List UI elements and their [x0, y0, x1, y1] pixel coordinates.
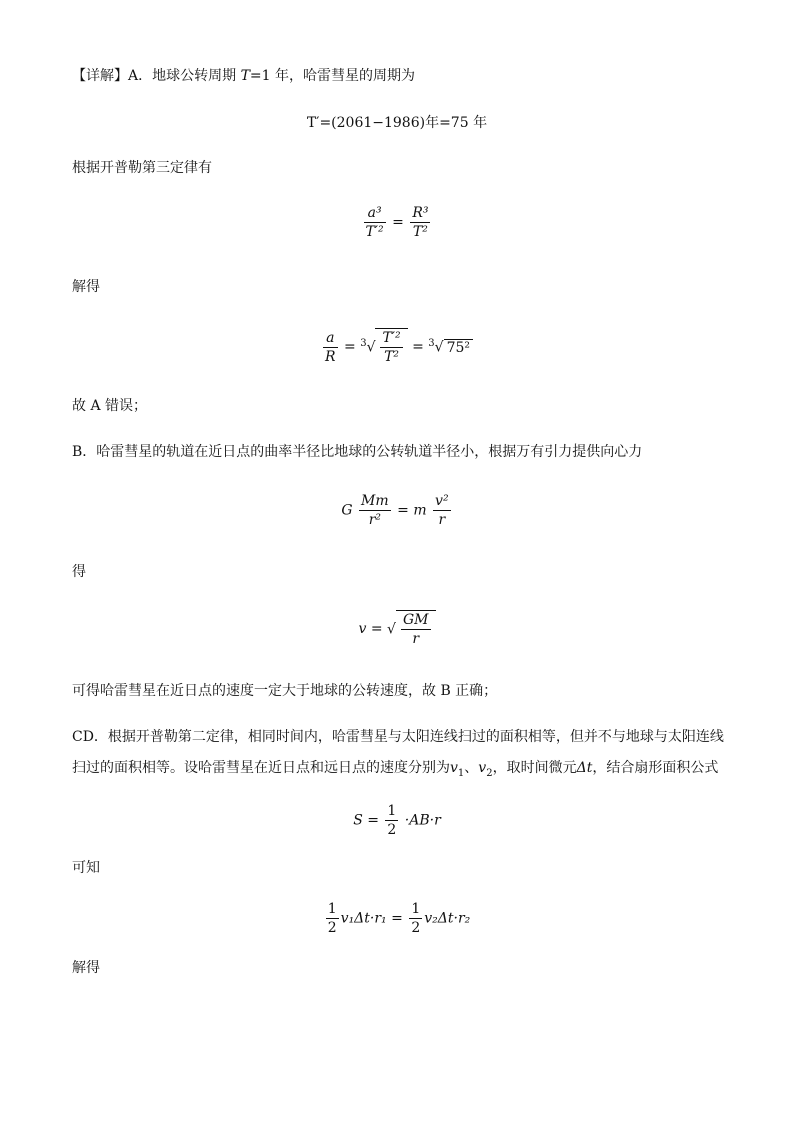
paragraph-CD-line1: CD．根据开普勒第二定律，相同时间内，哈雷彗星与太阳连线扫过的面积相等，但并不与地球与太阳连线 — [72, 729, 724, 745]
equation-kepler-third — [0, 204, 794, 241]
fraction-left — [364, 204, 386, 241]
paragraph-CD-line2: 扫过的面积相等。设哈雷彗星在近日点和远日点的速度分别为$v_1$、$v_2$，取时间微元Δt，结合扇形面积公式 — [72, 760, 719, 779]
cube-root-fraction: $^3$√ $\frac{\text{T′²}}{\text{T²}}$ — [360, 328, 407, 366]
denominator: 2 — [327, 920, 337, 936]
numerator: T′² — [382, 330, 401, 346]
numerator: 1 — [327, 901, 337, 917]
text-fragment: ，结合扇形面积公式 — [592, 760, 719, 776]
equals-sign: = — [367, 812, 379, 829]
equation-velocity — [0, 610, 794, 648]
numerator: a³ — [364, 204, 386, 223]
paragraph-kepler-third: 根据开普勒第三定律有 — [72, 160, 212, 176]
numerator: a — [323, 329, 338, 348]
denominator: r — [438, 512, 446, 528]
symbol-v: v — [358, 621, 367, 637]
paragraph-B: B．哈雷彗星的轨道在近日点的曲率半径比地球的公转轨道半径小，根据万有引力提供向心力 — [72, 444, 643, 460]
paragraph-get: 得 — [72, 564, 86, 580]
numerator: R³ — [412, 205, 429, 221]
equation-ratio — [0, 328, 794, 366]
separator: 、 — [464, 760, 479, 776]
paragraph-detail-A — [72, 66, 415, 86]
equals-sign: = — [397, 502, 409, 519]
right-term: v₂Δt·r₂ — [424, 910, 471, 927]
paragraph-know: 可知 — [72, 860, 100, 876]
arc-times-r: ·AB·r — [404, 812, 441, 829]
fraction-v2-r — [433, 492, 451, 529]
equals-sign: = — [344, 339, 356, 355]
numerator: 1 — [387, 803, 397, 819]
paragraph-solve-1: 解得 — [72, 279, 100, 295]
denominator: T² — [384, 349, 400, 365]
detail-tag: 【详解】 — [72, 68, 128, 84]
fraction-a-over-R — [323, 329, 338, 366]
numerator: v² — [435, 493, 449, 509]
symbol-v2: v — [478, 760, 487, 776]
equation-sector-area — [0, 802, 794, 839]
numerator: 1 — [411, 901, 421, 917]
equation-area-equal — [0, 900, 794, 937]
text-fragment: 扫过的面积相等。设哈雷彗星在近日点和远日点的速度分别为 — [72, 760, 450, 776]
paragraph-B-correct: 可得哈雷彗星在近日点的速度一定大于地球的公转速度，故 B 正确； — [72, 683, 498, 699]
fraction-Mm-r2 — [359, 492, 391, 529]
denominator: r² — [368, 512, 382, 528]
equals-sign: = — [412, 339, 424, 355]
equals-sign: = — [370, 621, 383, 637]
paragraph-solve-2: 解得 — [72, 960, 100, 976]
symbol-m: m — [413, 502, 427, 519]
denominator: T² — [412, 224, 428, 240]
paragraph-A-wrong: 故 A 错误； — [72, 398, 148, 414]
fraction-half-left — [326, 900, 339, 937]
fraction-right — [410, 204, 430, 241]
equation-text: T′=(2061−1986)年=75 年 — [306, 115, 488, 131]
symbol-v1: v — [450, 760, 458, 776]
symbol-G: G — [341, 502, 353, 519]
denominator: r — [412, 631, 420, 647]
text-fragment: =1 年，哈雷彗星的周期为 — [249, 68, 416, 84]
text-fragment: A．地球公转周期 — [128, 68, 237, 84]
cube-root-75: $^3$√ 75² — [428, 338, 473, 356]
denominator: T′² — [365, 224, 384, 240]
denominator: R — [325, 348, 336, 365]
numerator: Mm — [361, 493, 389, 509]
denominator: 2 — [411, 920, 421, 936]
symbol-dt: Δt — [576, 760, 593, 776]
left-term: v₁Δt·r₁ — [340, 910, 387, 927]
fraction-half — [385, 802, 398, 839]
equation-period — [0, 112, 794, 132]
radicand: 75² — [444, 339, 473, 356]
numerator: GM — [402, 612, 429, 628]
equals-sign: = — [392, 214, 404, 231]
symbol-S: S — [353, 812, 363, 829]
denominator: 2 — [387, 822, 397, 838]
symbol-T: T — [240, 68, 250, 84]
radicand-fraction — [380, 329, 402, 366]
equals-sign: = — [391, 910, 403, 927]
radicand-fraction — [401, 611, 431, 648]
text-fragment: ，取时间微元 — [492, 760, 577, 776]
sqrt-GM-r: √ $\frac{GM}{r}$ — [387, 610, 435, 648]
fraction-half-right — [409, 900, 422, 937]
equation-gravity — [0, 492, 794, 529]
